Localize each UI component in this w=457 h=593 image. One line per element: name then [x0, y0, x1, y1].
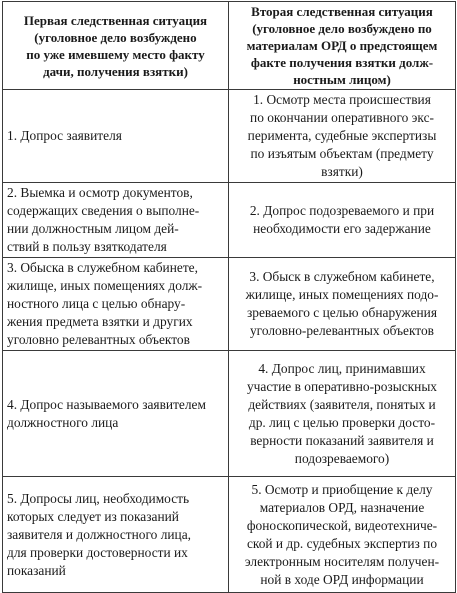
table-cell-second — [229, 90, 456, 183]
cell-line: материалов ОРД, назначение — [259, 499, 425, 515]
table-row — [3, 477, 456, 593]
table-cell-first — [3, 258, 229, 351]
table-row — [3, 183, 456, 258]
header-second-situation — [229, 2, 456, 90]
cell-line: по окончании оперативного экс- — [250, 110, 434, 125]
cell-line: 4. Допрос называемого заявителем — [7, 396, 206, 412]
cell-line: 4. Допрос лиц, принимавших — [258, 360, 426, 376]
cell-line: должностного лица — [7, 414, 119, 430]
cell-line: которых следует из показаний — [7, 508, 179, 524]
table-cell-second — [229, 477, 456, 593]
header-first-situation — [3, 2, 229, 90]
table-row — [3, 258, 456, 351]
header-line: Первая следственная ситуация — [23, 12, 208, 28]
cell-line: участие в оперативно-розыскных — [246, 378, 438, 394]
table-cell-first — [3, 90, 229, 183]
cell-line: для проверки достоверности их — [7, 544, 188, 560]
cell-line: заявителя и должностного лица, — [7, 526, 192, 542]
table-cell-second — [229, 258, 456, 351]
cell-line: 2. Допрос подозреваемого и при — [249, 203, 435, 218]
header-line: ностным лицом) — [293, 72, 391, 87]
cell-line: необходимости его задержание — [253, 221, 431, 236]
table-cell-first — [3, 477, 229, 593]
table-row — [3, 351, 456, 477]
cell-line: ской и др. судебных экспертиз по — [246, 535, 438, 551]
cell-line: 3. Обыска в служебном кабинете, — [7, 260, 198, 275]
header-line: дачи, получения взятки) — [43, 63, 188, 79]
investigative-situations-table — [2, 1, 456, 593]
cell-line: взятки) — [321, 164, 363, 179]
cell-line: ной в ходе ОРД информации — [260, 571, 424, 587]
cell-line: 1. Допрос заявителя — [7, 128, 122, 143]
cell-line: верности показаний заявителя и — [250, 432, 434, 448]
cell-line: 2. Выемка и осмотр документов, — [7, 185, 193, 200]
cell-line: фоноскопической, видеотехниче- — [246, 517, 438, 533]
cell-line: содержащих сведения о выполне- — [7, 203, 200, 218]
cell-line: жилище, иных помещениях долж- — [7, 278, 203, 293]
cell-line: нии должностным лицом дей- — [7, 221, 179, 236]
header-line: по уже имевшему место факту — [26, 46, 205, 62]
header-line: факте получения взятки долж- — [250, 55, 434, 70]
cell-line: по изъятым объектам (предмету — [250, 146, 434, 161]
cell-line: 5. Осмотр и приобщение к делу — [251, 481, 433, 497]
cell-line: уголовно релевантных объектов — [7, 332, 190, 347]
table-cell-first — [3, 183, 229, 258]
header-row — [3, 2, 456, 90]
header-line: материалам ОРД о предстоящем — [246, 38, 438, 53]
cell-line: зреваемого с целью обнаружения — [246, 305, 438, 320]
cell-line: подозреваемого) — [294, 450, 390, 466]
cell-line: др. лиц с целью проверки досто- — [248, 414, 436, 430]
cell-line: действиях (заявителя, понятых и — [248, 396, 436, 412]
header-line: (уголовное дело возбуждено по — [252, 21, 432, 36]
cell-line: 1. Осмотр места происшествия — [253, 92, 431, 107]
table-cell-second — [229, 351, 456, 477]
table-cell-second — [229, 183, 456, 258]
table-cell-first — [3, 351, 229, 477]
cell-line: показаний — [7, 562, 66, 578]
cell-line: 5. Допросы лиц, необходимость — [7, 490, 190, 506]
cell-line: ностного лица с целью обнару- — [7, 296, 186, 311]
cell-line: перимента, судебные экспертизы — [247, 128, 437, 143]
header-line: Вторая следственная ситуация — [251, 4, 433, 19]
cell-line: ствий в пользу взяткодателя — [7, 239, 167, 254]
cell-line: жения предмета взятки и других — [7, 314, 193, 329]
cell-line: электронным носителям получен- — [244, 553, 440, 569]
table-row — [3, 90, 456, 183]
cell-line: жилище, иных помещениях подо- — [245, 287, 439, 302]
cell-line: уголовно-релевантных объектов — [249, 323, 435, 338]
header-line: (уголовное дело возбуждено — [34, 29, 197, 45]
cell-line: 3. Обыск в служебном кабинете, — [249, 269, 435, 284]
